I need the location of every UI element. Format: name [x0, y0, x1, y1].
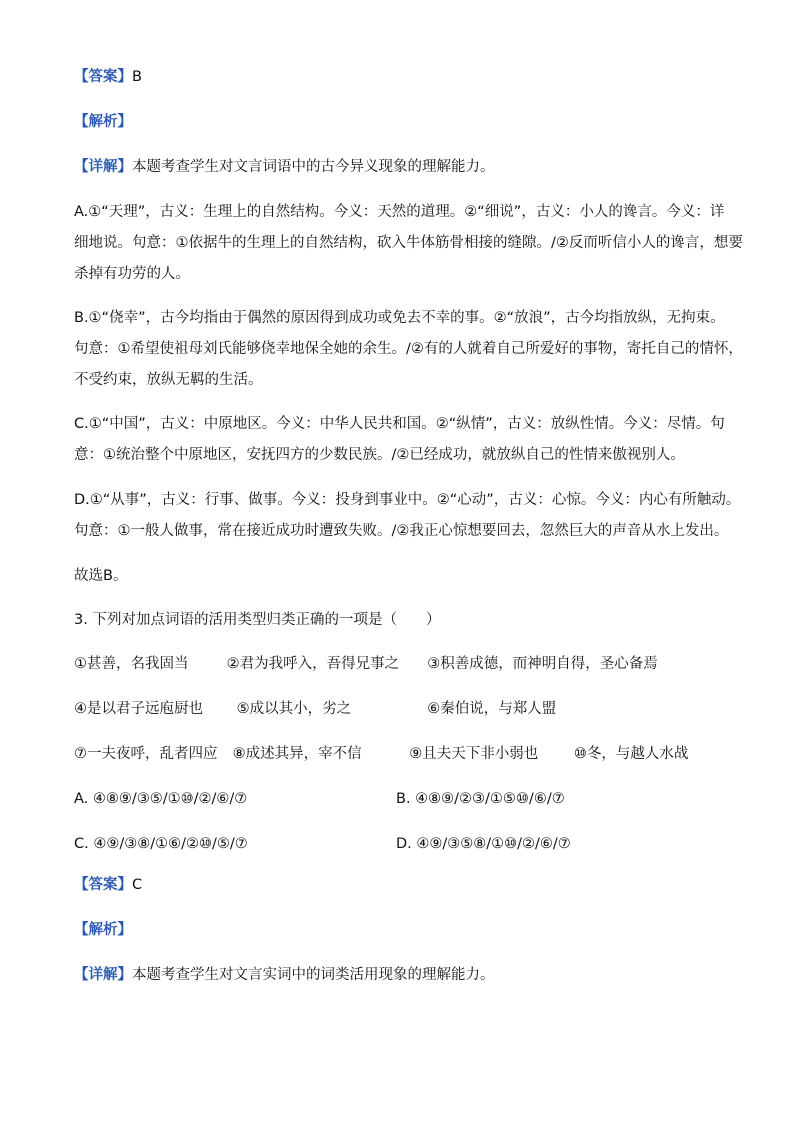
item-7: ⑦一夫夜呼，乱者四应: [74, 746, 218, 762]
choice-d: D. ④⑨/③⑤⑧/①⑩/②/⑥/⑦: [396, 836, 571, 852]
answer-value: C: [132, 877, 143, 893]
item-4: ④是以君子远庖厨也: [74, 701, 203, 717]
paragraph-line: 句意：①一般人做事，常在接近成功时遭致失败。/②我正心惊想要回去，忽然巨大的声音从水上发出。: [74, 523, 729, 539]
item-10: ⑩冬，与越人水战: [573, 746, 689, 762]
question-items-row-3: [74, 743, 688, 765]
detail-text: 本题考查学生对文言词语中的古今异义现象的理解能力。: [132, 159, 495, 175]
item-9: ⑨且夫天下非小弱也: [409, 746, 539, 762]
conclusion-text: 故选B。: [74, 568, 128, 584]
analysis-heading-1: [74, 107, 724, 138]
paragraph-line: B.①“侥幸”，古今均指由于偶然的原因得到成功或免去不幸的事。②“放浪”，古今均指放纵，无拘束。: [74, 310, 725, 326]
option-c-explanation: [74, 409, 724, 471]
paragraph-line: A.①“天理”，古义：生理上的自然结构。今义：天然的道理。②“细说”，古义：小人的谗言。今义：详: [74, 204, 725, 220]
item-1: ①甚善，名我固当: [74, 656, 189, 672]
question-3-stem: [74, 605, 724, 636]
answer-tag: 【答案】: [74, 69, 132, 85]
item-8: ⑧成述其异，宰不信: [232, 746, 362, 762]
item-2: ②君为我呼入，吾得兄事之: [226, 656, 400, 672]
paragraph-line: D.①“从事”，古义：行事、做事。今义：投身到事业中。②“心动”，古义：心惊。今义：内心有所触动。: [74, 492, 741, 508]
analysis-tag: 【解析】: [74, 922, 132, 938]
item-5: ⑤成以其小，劣之: [236, 701, 352, 717]
detail-tag: 【详解】: [74, 967, 132, 983]
detail-line-2: [74, 960, 724, 991]
detail-tag: 【详解】: [74, 159, 132, 175]
item-3: ③积善成德，而神明自得，圣心备焉: [427, 656, 658, 672]
choice-b: B. ④⑧⑨/②③/①⑤⑩/⑥/⑦: [396, 791, 565, 807]
answer-line-1: [74, 62, 724, 93]
question-items-row-2: [74, 698, 556, 720]
paragraph-line: 杀掉有功劳的人。: [74, 266, 190, 282]
choice-a: A. ④⑧⑨/③⑤/①⑩/②/⑥/⑦: [74, 791, 248, 807]
answer-line-2: [74, 870, 724, 901]
analysis-heading-2: [74, 915, 724, 946]
answer-tag: 【答案】: [74, 877, 132, 893]
paragraph-line: 不受约束，放纵无羁的生活。: [74, 372, 263, 388]
question-stem-text: 3. 下列对加点词语的活用类型归类正确的一项是（ ）: [74, 612, 441, 628]
paragraph-line: C.①“中国”，古义：中原地区。今义：中华人民共和国。②“纵情”，古义：放纵性情。今义：尽情。句: [74, 416, 725, 432]
paragraph-line: 意：①统治整个中原地区，安抚四方的少数民族。/②已经成功，就放纵自己的性情来傲视别人。: [74, 447, 685, 463]
question-items-row-1: [74, 653, 658, 675]
option-a-explanation: [74, 197, 743, 290]
answer-value: B: [132, 69, 142, 85]
option-b-explanation: [74, 303, 743, 396]
analysis-tag: 【解析】: [74, 114, 132, 130]
paragraph-line: 句意：①希望使祖母刘氏能够侥幸地保全她的余生。/②有的人就着自己所爱好的事物，寄托自己的情怀，: [74, 341, 743, 357]
detail-line-1: [74, 152, 724, 183]
detail-text: 本题考查学生对文言实词中的词类活用现象的理解能力。: [132, 967, 495, 983]
choice-c: C. ④⑨/③⑧/①⑥/②⑩/⑤/⑦: [74, 836, 248, 852]
paragraph-line: 细地说。句意：①依据牛的生理上的自然结构，砍入牛体筋骨相接的缝隙。/②反而听信小人的谗言，想要: [74, 235, 743, 251]
item-6: ⑥秦伯说，与郑人盟: [427, 701, 557, 717]
option-d-explanation: [74, 485, 741, 547]
conclusion-line: [74, 561, 724, 592]
